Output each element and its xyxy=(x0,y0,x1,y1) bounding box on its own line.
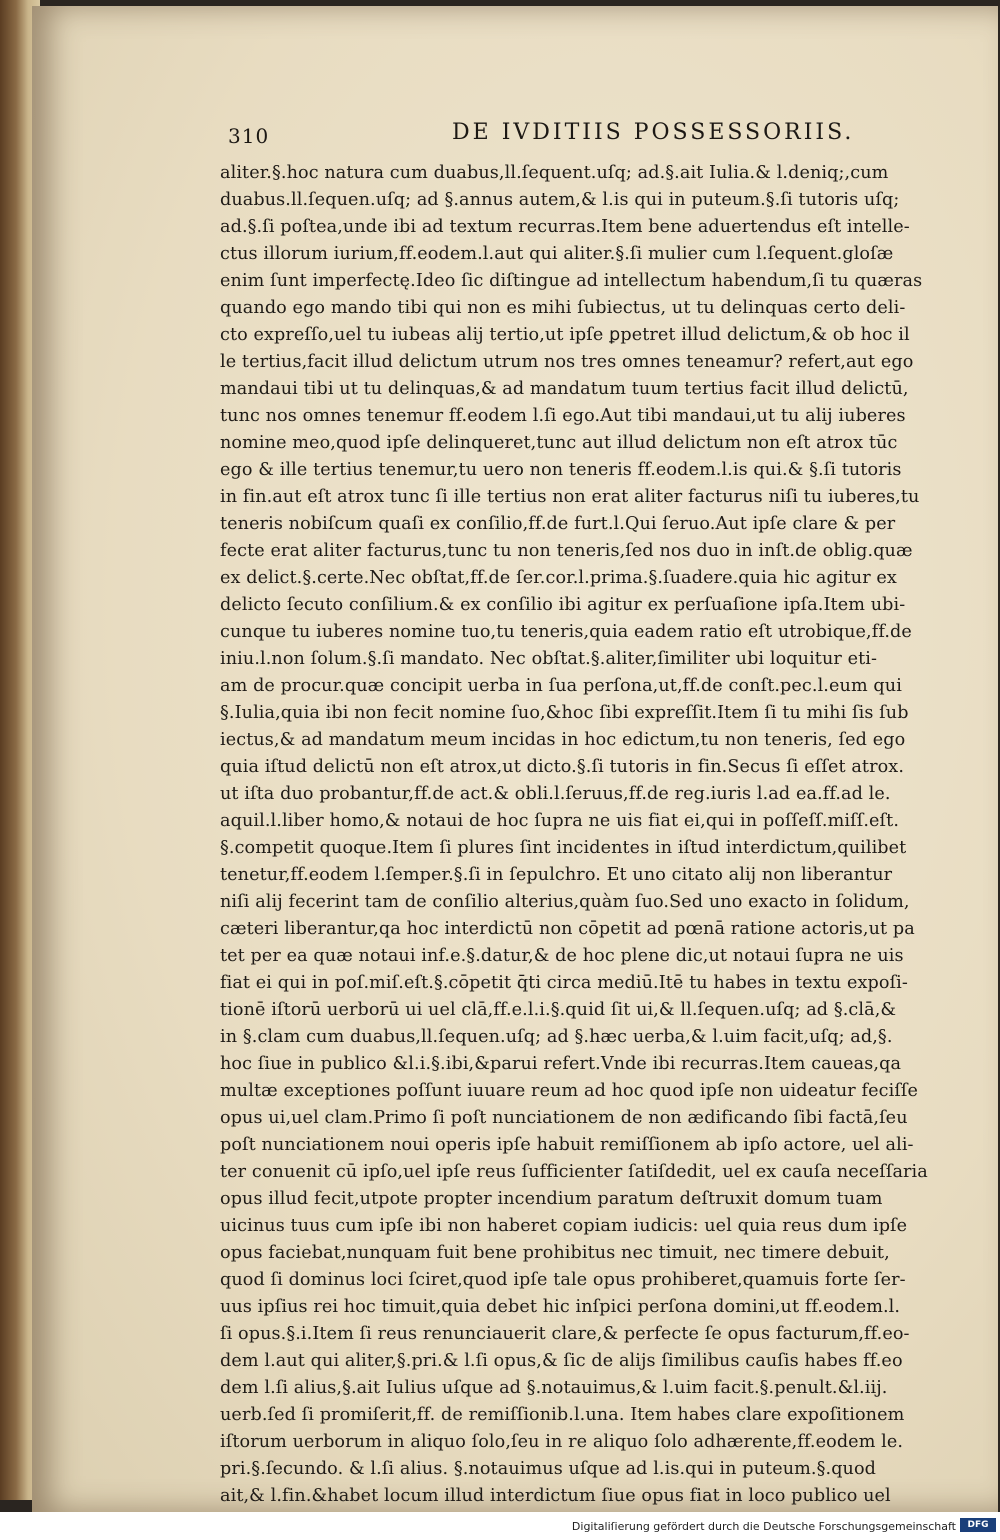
text-line: dem l.aut qui aliter,§.pri.& l.ſi opus,& ſic de alijs ſimilibus cauſis habes ff.eo xyxy=(220,1351,903,1371)
text-line: cto expreſſo,uel tu iubeas alij tertio,ut ipſe ꝑpetret illud delictum,& ob hoc il xyxy=(220,325,910,345)
text-line: iſtorum uerborum in aliquo ſolo,ſeu in re aliquo ſolo adhærente,ff.eodem le. xyxy=(220,1432,904,1452)
text-line: uerb.ſed ſi promiſerit,ff. de remiſſionib.l.una. Item habes clare expoſitionem xyxy=(220,1405,905,1425)
running-head xyxy=(32,118,998,148)
text-line: duabus.ll.ſequen.uſq; ad §.annus autem,& l.is qui in puteum.§.ſi tutoris uſq; xyxy=(220,190,900,210)
text-line: mandaui tibi ut tu delinquas,& ad mandatum tuum tertius facit illud delictū, xyxy=(220,379,909,399)
text-line: delicto ſecuto conſilium.& ex conſilio ibi agitur ex perſuaſione ipſa.Item ubi- xyxy=(220,595,906,615)
text-line: in §.clam cum duabus,ll.ſequen.uſq; ad §.hæc uerba,& l.uim facit,uſq; ad,§. xyxy=(220,1027,893,1047)
text-line: tionē iſtorū uerborū ui uel clā,ff.e.l.i.§.quid ſit ui,& ll.ſequen.uſq; ad §.clā,& xyxy=(220,1000,897,1020)
text-line: §.competit quoque.Item ſi plures ſint incidentes in iſtud interdictum,quilibet xyxy=(220,838,907,858)
text-line: iectus,& ad mandatum meum incidas in hoc edictum,tu non teneris, ſed ego xyxy=(220,730,906,750)
text-line: am de procur.quæ concipit uerba in ſua perſona,ut,ff.de conſt.pec.l.eum qui xyxy=(220,676,902,696)
text-line: niſi alij fecerint tam de conſilio alterius,quàm ſuo.Sed uno exacto in ſolidum, xyxy=(220,892,910,912)
text-line: dem l.ſi alius,§.ait Iulius uſque ad §.notauimus,& l.uim facit.§.penult.&l.iij. xyxy=(220,1378,888,1398)
page-number: 310 xyxy=(228,124,270,148)
footer-bar xyxy=(0,1512,1000,1540)
text-line: ctus illorum iurium,ff.eodem.l.aut qui aliter.§.ſi mulier cum l.ſequent.gloſæ xyxy=(220,244,894,264)
text-line: opus faciebat,nunquam fuit bene prohibitus nec timuit, nec timere debuit, xyxy=(220,1243,890,1263)
text-line: tenetur,ff.eodem l.ſemper.§.ſi in ſepulchro. Et uno citato alij non liberantur xyxy=(220,865,893,885)
text-line: multæ exceptiones poſſunt iuuare reum ad hoc quod ipſe non uideatur feciſſe xyxy=(220,1081,919,1101)
text-line: ego & ille tertius tenemur,tu uero non teneris ff.eodem.l.is qui.& §.ſi tutoris xyxy=(220,460,902,480)
text-line: tet per ea quæ notaui inf.e.§.datur,& de hoc plene dic,ut notaui ſupra ne uis xyxy=(220,946,904,966)
book-page xyxy=(32,6,998,1512)
text-line: enim ſunt imperfectę.Ideo ſic diſtingue ad intellectum habendum,ſi tu quæras xyxy=(220,271,923,291)
text-line: in fin.aut eſt atrox tunc ſi ille tertius non erat aliter facturus niſi tu iuberes,tu xyxy=(220,487,920,507)
text-line: fiat ei qui in poſ.miſ.eſt.§.cōpetit q̄ti circa mediū.Itē tu habes in textu expoſi- xyxy=(220,973,908,993)
text-line: uicinus tuus cum ipſe ibi non haberet copiam iudicis: uel quia reus dum ipſe xyxy=(220,1216,908,1236)
dfg-logo: DFG xyxy=(960,1518,996,1532)
text-block xyxy=(220,160,950,1512)
text-line: ter conuenit cū ipſo,uel ipſe reus ſufficienter ſatiſdedit, uel ex cauſa neceſſaria xyxy=(220,1162,928,1182)
text-line: opus ui,uel clam.Primo ſi poſt nunciationem de non ædificando ſibi factā,ſeu xyxy=(220,1108,908,1128)
text-line: ad.§.ſi poſtea,unde ibi ad textum recurras.Item bene aduertendus eſt intelle- xyxy=(220,217,910,237)
text-line: quia iſtud delictū non eſt atrox,ut dicto.§.ſi tutoris in fin.Secus ſi eſſet atrox. xyxy=(220,757,905,777)
running-title: DE IVDITIIS POSSESSORIIS. xyxy=(452,120,855,145)
text-line: cæteri liberantur,qa hoc interdictū non cōpetit ad pœnā ratione actoris,ut pa xyxy=(220,919,915,939)
text-line: nomine meo,quod ipſe delinqueret,tunc aut illud delictum non eſt atrox tūc xyxy=(220,433,898,453)
text-line: le tertius,facit illud delictum utrum nos tres omnes teneamur? refert,aut ego xyxy=(220,352,914,372)
text-line: quod ſi dominus loci ſciret,quod ipſe tale opus prohiberet,quamuis forte ſer- xyxy=(220,1270,906,1290)
text-line: opus illud fecit,utpote propter incendium paratum deſtruxit domum tuam xyxy=(220,1189,883,1209)
text-line: ſi opus.§.i.Item ſi reus renunciauerit clare,& perfecte ſe opus facturum,ff.eo- xyxy=(220,1324,910,1344)
text-line: aliter.§.hoc natura cum duabus,ll.ſequent.uſq; ad.§.ait Iulia.& l.deniq;,cum xyxy=(220,163,889,183)
text-line: pri.§.ſecundo. & l.ſi alius. §.notauimus uſque ad l.is.qui in puteum.§.quod xyxy=(220,1459,877,1479)
text-line: quando ego mando tibi qui non es mihi ſubiectus, ut tu delinquas certo deli- xyxy=(220,298,906,318)
text-line: hoc ſiue in publico &l.i.§.ibi,&parui refert.Vnde ibi recurras.Item caueas,qa xyxy=(220,1054,902,1074)
text-line: aquil.l.liber homo,& notaui de hoc ſupra ne uis fiat ei,qui in poſſeſſ.miſſ.eſt. xyxy=(220,811,900,831)
text-line: ex delict.§.certe.Nec obſtat,ff.de ſer.cor.l.prima.§.ſuadere.quia hic agitur ex xyxy=(220,568,897,588)
text-line: fecte erat aliter facturus,tunc tu non teneris,ſed nos duo in inſt.de oblig.quæ xyxy=(220,541,913,561)
text-line: ut iſta duo probantur,ff.de act.& obli.l.ſeruus,ff.de reg.iuris l.ad ea.ff.ad le. xyxy=(220,784,891,804)
text-line: teneris nobiſcum quaſi ex conſilio,ff.de furt.l.Qui ſeruo.Aut ipſe clare & per xyxy=(220,514,896,534)
funding-notice: Digitaliſierung gefördert durch die Deutsche Forschungsgemeinschaft xyxy=(571,1520,956,1533)
text-line: poſt nunciationem noui operis ipſe habuit remiſſionem ab ipſo actore, uel ali- xyxy=(220,1135,914,1155)
text-line: cunque tu iuberes nomine tuo,tu teneris,quia eadem ratio eſt utrobique,ff.de xyxy=(220,622,912,642)
text-line: uus ipſius rei hoc timuit,quia debet hic inſpici perſona domini,ut ff.eodem.l. xyxy=(220,1297,901,1317)
text-line: ait,& l.fin.&habet locum illud interdictum ſiue opus fiat in loco publico uel xyxy=(220,1486,891,1506)
text-line: iniu.l.non ſolum.§.ſi mandato. Nec obſtat.§.aliter,ſimiliter ubi loquitur eti- xyxy=(220,649,878,669)
text-line: tunc nos omnes tenemur ff.eodem l.ſi ego.Aut tibi mandaui,ut tu alij iuberes xyxy=(220,406,906,426)
text-line: §.Iulia,quia ibi non fecit nomine ſuo,&hoc ſibi expreſſit.Item ſi tu mihi ſis ſub xyxy=(220,703,909,723)
